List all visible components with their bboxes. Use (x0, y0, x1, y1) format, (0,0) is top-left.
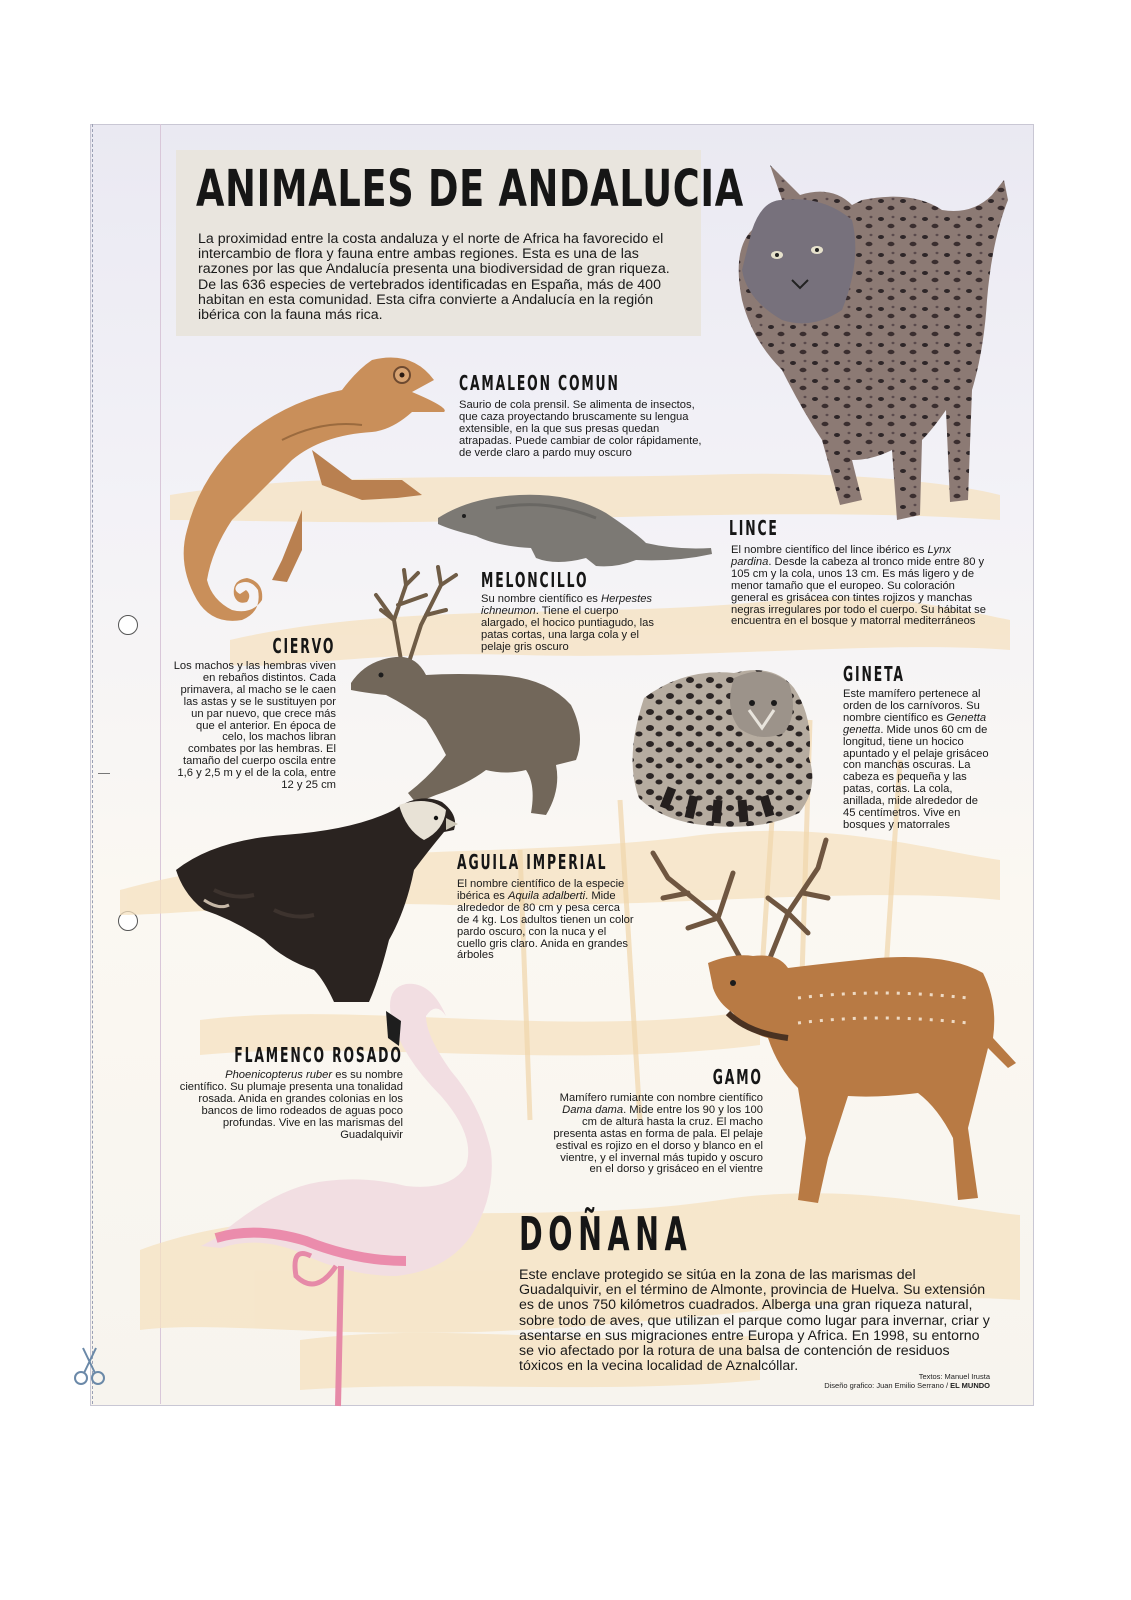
publisher-name: EL MUNDO (950, 1381, 990, 1390)
intro-text: La proximidad entre la costa andaluza y el norte de Africa ha favorecido el intercambio de flora y fauna entre ambas regiones. Esta es una de las razones por las que Andalucía presenta una biodiversidad de gran riqueza. De las 636 especies de vertebrados identificadas en España, más de 400 habitan en esta comunidad. Esta cifra convierte a Andalucía en la región ibérica con la fauna más rica. (198, 231, 670, 324)
text-gamo: Mamífero rumiante con nombre científico Dama dama. Mide entre los 90 y los 100 cm de altura hasta la cruz. El macho presenta astas en forma de pala. El pelaje estival es rojizo en el dorso y blanco en el vientre, y el invernal más tupido y oscuro en el dorso y grisáceo en el vientre (553, 1092, 763, 1176)
text-gineta: Este mamífero pertenece al orden de los carnívoros. Su nombre científico es Genetta genetta. Mide unos 60 cm de longitud, tiene un hocico apuntado y el pelaje grisáceo con manchas oscuras. La cabeza es pequeña y las patas, cortas. La cola, anillada, mide alrededor de 45 centímetros. Vive en bosques y matorrales (843, 688, 989, 831)
page-title: ANIMALES DE ANDALUCIA (196, 160, 744, 219)
credit-design: Diseño grafico: Juan Emilio Serrano / EL MUNDO (824, 1381, 990, 1390)
heading-aguila: AGUILA IMPERIAL (457, 850, 608, 874)
heading-meloncillo: MELONCILLO (481, 568, 589, 592)
mongoose-illustration (436, 488, 714, 572)
text-ciervo: Los machos y las hembras viven en rebaños distintos. Cada primavera, al macho se le caen las astas y se le sustituyen por un par nuevo, que crece más que el anterior. En época de celo, los machos libran combates por las hembras. El tamaño del cuerpo oscila entre 1,6 y 2,5 m y el de la cola, entre 12 y 25 cm (173, 660, 336, 792)
heading-lince: LINCE (729, 516, 779, 540)
imperial-eagle-illustration (174, 790, 460, 1004)
donana-text: Este enclave protegido se sitúa en la zona de las marismas del Guadalquivir, en el término de Almonte, provincia de Huelva. Su extensión es de unos 750 kilómetros cuadrados. Alberga una gran riqueza natural, sobre todo de aves, que utilizan el parque como lugar para invernar, criar y asentarse en sus migraciones entre Europa y Africa. En 1998, su entorno se vio afectado por la rotura de una balsa de contención de residuos tóxicos en la vecina localidad de Aznalcóllar. (519, 1267, 990, 1375)
text-lince: El nombre científico del lince ibérico es Lynx pardina. Desde la cabeza al tronco mide entre 80 y 105 cm y la cola, unos 13 cm. Es más ligero y de menor tamaño que el europeo. Su coloración general es grisácea con tintes rojizos y manchas negras irregulares por todo el cuerpo. Su hábitat se encuentra en el bosque y matorral mediterráneos (731, 544, 986, 628)
heading-flamenco: FLAMENCO ROSADO (234, 1043, 403, 1067)
text-camaleon: Saurio de cola prensil. Se alimenta de insectos, que caza proyectando bruscamente su lengua extensible, en la que sus presas quedan atrapadas. Puede cambiar de color rápidamente, de verde claro a pardo muy oscuro (459, 399, 702, 459)
heading-ciervo: CIERVO (272, 634, 335, 658)
text-flamenco: Phoenicopterus ruber es su nombre científico. Su plumaje presenta una tonalidad rosada. Anida en grandes colonias en los bancos de limo rodeados de aguas poco profundas. Vive en las marismas del Guadalquivir (179, 1069, 403, 1141)
flamingo-illustration (196, 976, 496, 1410)
heading-gineta: GINETA (843, 662, 905, 686)
text-meloncillo: Su nombre científico es Herpestes ichneumon. Tiene el cuerpo alargado, el hocico puntiagudo, las patas cortas, una larga cola y el pelaje gris oscuro (481, 593, 654, 653)
lynx-illustration (722, 160, 1014, 530)
text-aguila: El nombre científico de la especie ibérica es Aquila adalberti. Mide alrededor de 80 cm y pesa cerca de 4 kg. Los adultos tienen un color pardo oscuro, con la nuca y el cuello gris claro. Anida en grandes árboles (457, 878, 634, 962)
genet-illustration (624, 658, 828, 830)
credit-texts: Textos: Manuel Irusta (918, 1372, 990, 1381)
heading-gamo: GAMO (712, 1065, 763, 1089)
donana-title: DOÑANA (519, 1207, 693, 1261)
heading-camaleon: CAMALEON COMUN (459, 371, 620, 395)
